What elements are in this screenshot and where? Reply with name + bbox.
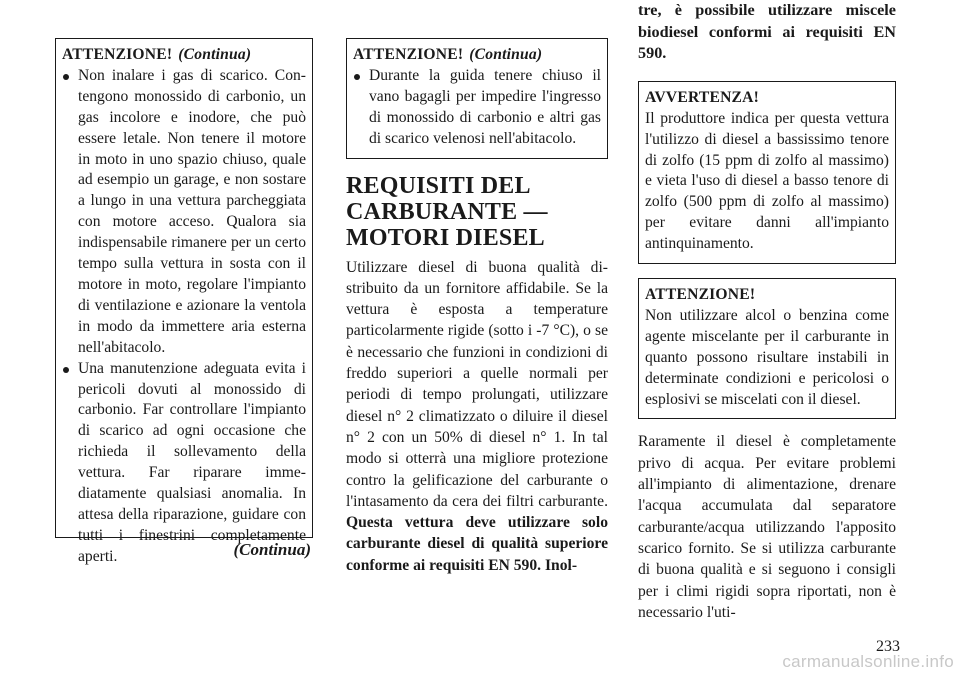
body-paragraph — [346, 257, 608, 576]
middle-column — [346, 38, 608, 576]
warning-bullet: Durante la guida tenere chiuso il vano bagagli per impedire l'ingresso di monossido di carbonio e altri gas di scarico velenosi nell'abitacolo. — [353, 66, 601, 150]
warning-bullet: Non inalare i gas di scarico. Contengono monossido di carbonio, un gas incolore e inodore, che può essere letale. Non tenere il motore in moto in uno spazio chiuso, quale ad esempio un garage, e non sostare a lungo in una vettura parcheggiata con motore acceso. Qualora sia indispensabile rimanere per un certo tempo sulla vettura in sosta con il motore in moto, regolare l'impianto di ventilazione e azionare la ventola in modo da immettere aria esterna nell'abitacolo. — [62, 66, 306, 359]
page-number: 233 — [876, 638, 900, 655]
right-column — [638, 1, 896, 623]
continued-label: (Continua) — [469, 46, 543, 63]
warning-text: Non utilizzare alcol o benzina come agente miscelante per il carburante in quanto possono risultare instabili in determinate condizioni e pericolosi o esplosivi se miscelati con il diesel. — [645, 306, 889, 408]
continued-footer: (Continua) — [233, 540, 311, 559]
paragraph-text: Utilizzare diesel di buona qualità distribuito da un fornitore affidabile. Se la vettura è esposta a temperature particolarmente rigide (sotto i -7 °C), o se è necessario che funzioni in condizioni di freddo superiori a quelle normali per periodi di tempo prolungati, utilizzare diesel n° 2 climatizzato o diluire il diesel n° 2 con un 50% di diesel n° 1. In tal modo si otterrà una migliore protezione contro la gelificazione del carburante o l'intasamento da cera dei filtri carburante. — [346, 258, 608, 510]
warning-bullet: Una manutenzione adeguata evita i pericoli dovuti al monossido di carbonio. Far controllare l'impianto di scarico ad ogni occasione che richieda il sollevamento della vettura. Far riparare immediatamente qualsiasi anomalia. In attesa della riparazione, guidare con tutti i finestrini completamente aperti. — [62, 359, 306, 568]
warning-box — [55, 38, 313, 565]
warning-bullet-list — [62, 66, 306, 568]
warning-bullet-list — [353, 66, 601, 150]
continued-bold-paragraph: tre, è possibile utilizzare miscele biodiesel conformi ai requisiti EN 590. — [638, 1, 896, 63]
advisory-label: AVVERTENZA! — [645, 88, 760, 106]
warning-heading — [62, 45, 306, 66]
watermark: carmanualsonline.info — [782, 652, 954, 671]
warning-box — [638, 278, 896, 419]
left-column — [55, 38, 313, 565]
warning-box — [346, 38, 608, 159]
warning-label: ATTENZIONE! — [645, 286, 756, 304]
continued-label: (Continua) — [178, 46, 252, 63]
advisory-box — [638, 81, 896, 264]
paragraph-bold-text: Questa vettura deve utilizzare solo carburante diesel di qualità superiore conforme ai requisiti EN 590. Inol- — [346, 514, 608, 574]
warning-label: ATTENZIONE! — [62, 46, 173, 63]
warning-label: ATTENZIONE! — [353, 46, 464, 63]
advisory-text: Il produttore indica per questa vettura l'utilizzo di diesel a bassissimo tenore di zolfo (15 ppm di zolfo al massimo) e vieta l'uso di diesel a basso tenore di zolfo (500 ppm di zolfo al massimo) per evitare danni all'impianto antinquinamento. — [645, 109, 889, 253]
body-paragraph: Raramente il diesel è completamente privo di acqua. Per evitare problemi all'impianto di alimentazione, drenare l'acqua accumulata dal separatore carburante/acqua utilizzando l'apposito scarico fornito. Se si utilizza carburante di buona qualità e si seguono i consigli per i climi rigidi sopra riportati, non è necessario l'uti- — [638, 433, 896, 621]
warning-heading — [353, 45, 601, 66]
section-title: REQUISITI DEL CARBURANTE — MOTORI DIESEL — [346, 172, 548, 251]
